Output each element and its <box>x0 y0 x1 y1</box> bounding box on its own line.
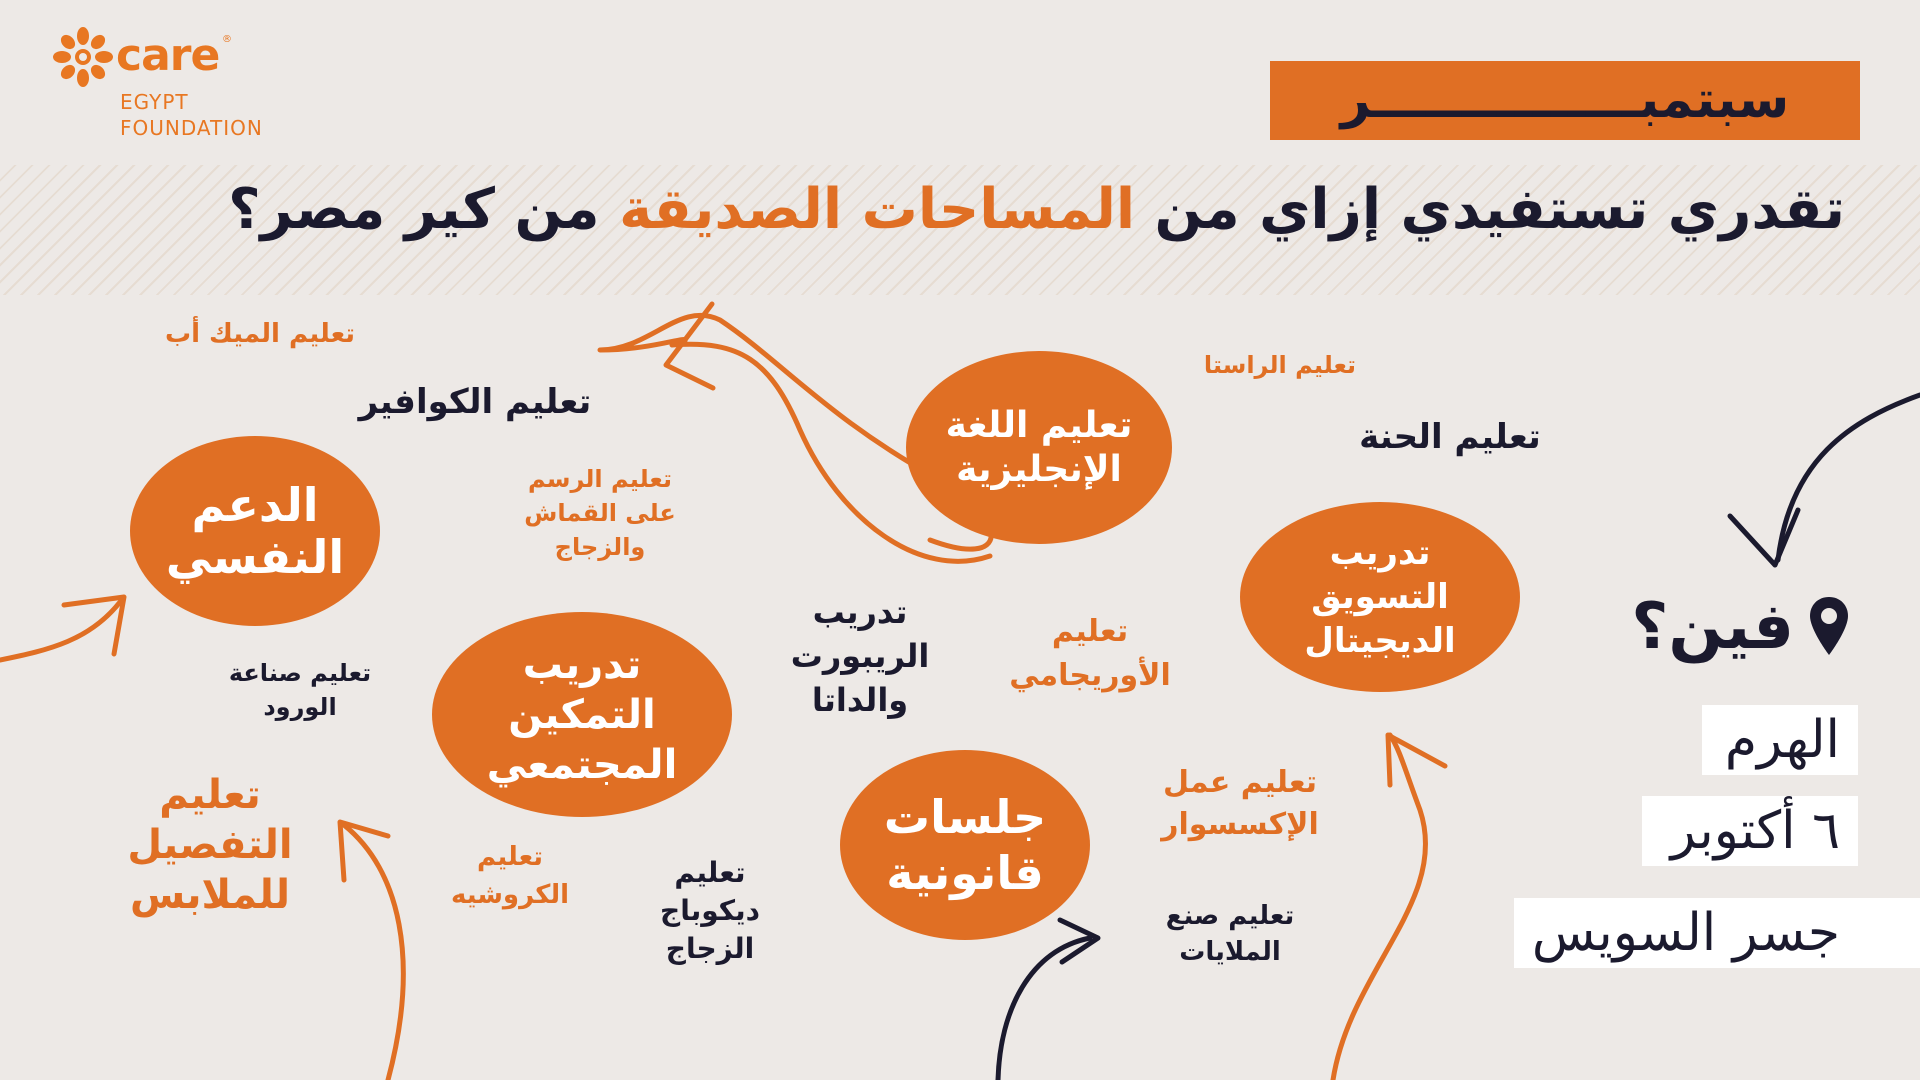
headline-highlight: المساحات الصديقة <box>619 177 1136 242</box>
location-haram: الهرم <box>1702 705 1858 775</box>
arrow-to-sheets <box>998 938 1090 1080</box>
item-accessories: تعليم عمل الإكسسوار <box>1161 765 1319 842</box>
circle-psych-support: الدعم النفسي <box>130 436 380 626</box>
logo-brand-text: care <box>116 30 220 81</box>
circle-digital-marketing: تدريب التسويق الديجيتال <box>1240 502 1520 692</box>
item-makeup: تعليم الميك أب <box>164 319 356 349</box>
item-coiffure: تعليم الكوافير <box>358 382 592 422</box>
logo-line-egypt: EGYPT <box>120 90 189 114</box>
item-origami: تعليم الأوريجامي <box>1009 614 1171 693</box>
arrow-into-psych-support <box>0 602 120 660</box>
where-heading <box>1631 590 1850 664</box>
circle-community-empowerment: تدريب التمكين المجتمعي <box>432 612 732 817</box>
map-pin-icon <box>1808 595 1850 659</box>
item-robotics: تدريب الريبورت والداتا <box>790 593 930 719</box>
location-october: ٦ أكتوبر <box>1642 796 1858 866</box>
headline-part-1: تقدري تستفيدي إزاي من <box>1135 177 1845 242</box>
circle-legal-sessions: جلسات قانونية <box>840 750 1090 940</box>
item-decoupage: تعليم ديكوباج الزجاج <box>660 856 760 965</box>
circle-english: تعليم اللغة الإنجليزية <box>906 351 1172 544</box>
headline-part-2: من كير مصر؟ <box>228 177 620 242</box>
logo-line-foundation: FOUNDATION <box>120 116 263 140</box>
item-tailoring: تعليم التفصيل للملابس <box>127 772 293 918</box>
item-crochet: تعليم الكروشيه <box>450 842 570 910</box>
item-henna: تعليم الحنة <box>1359 417 1541 457</box>
item-sheets: تعليم صنع الملايات <box>1165 901 1295 967</box>
item-rasta: تعليم الراستا <box>1203 351 1357 379</box>
location-gesr-el-suez: جسر السويس <box>1514 898 1920 968</box>
item-flowers: تعليم صناعة الورود <box>228 659 372 721</box>
month-banner: سبتمبـــــــــــــــر <box>1270 61 1860 140</box>
where-title: فين؟ <box>1631 590 1794 664</box>
arrow-to-location <box>1778 395 1920 560</box>
registered-mark: ® <box>222 34 232 45</box>
item-painting: تعليم الرسم على القماش والزجاج <box>524 465 676 561</box>
arrow-to-tailoring <box>344 825 403 1080</box>
